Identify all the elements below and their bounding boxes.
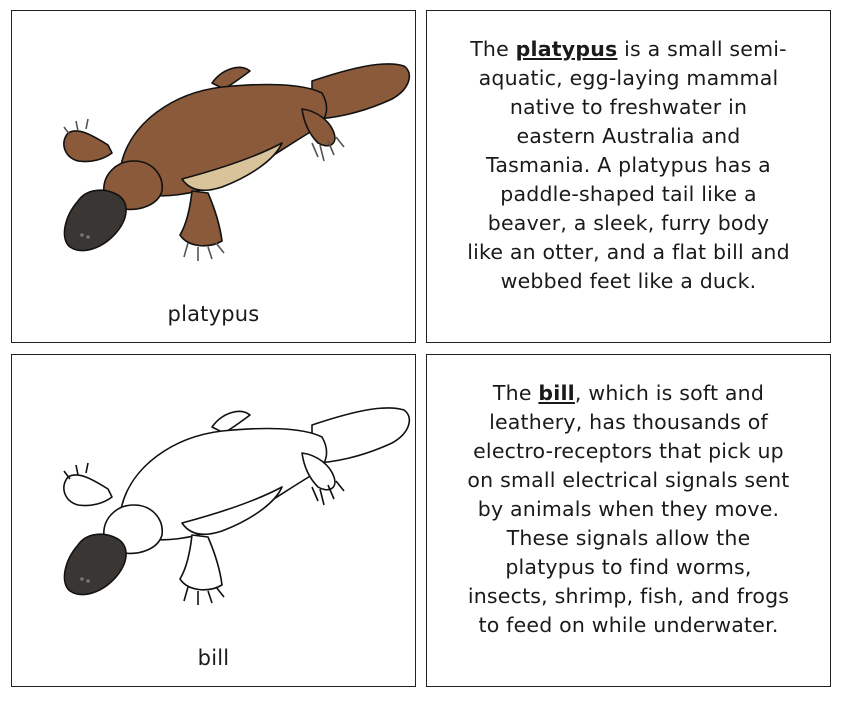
picture-card-platypus: [11, 10, 416, 343]
card-label: bill: [197, 646, 230, 670]
platypus-outline-illustration: [12, 355, 417, 645]
term-highlight: bill: [538, 381, 575, 405]
description-card-bill: [426, 354, 831, 687]
card-label: platypus: [167, 302, 260, 326]
description-text: The bill, which is soft and leathery, has thousands of electro-receptors that pick up on small electrical signals sent by animals when they move. These signals allow the platypus to find worms, insects, shrimp, fish, and frogs to feed on while underwater.: [467, 381, 790, 637]
term-highlight: platypus: [515, 37, 618, 61]
picture-card-bill: [11, 354, 416, 687]
description-card-platypus: [426, 10, 831, 343]
description-text: The platypus is a small semi-aquatic, egg-laying mammal native to freshwater in eastern Australia and Tasmania. A platypus has a paddle-shaped tail like a beaver, a sleek, furry body like an otter, and a flat bill and webbed feet like a duck.: [467, 37, 790, 293]
platypus-illustration: [12, 11, 417, 301]
